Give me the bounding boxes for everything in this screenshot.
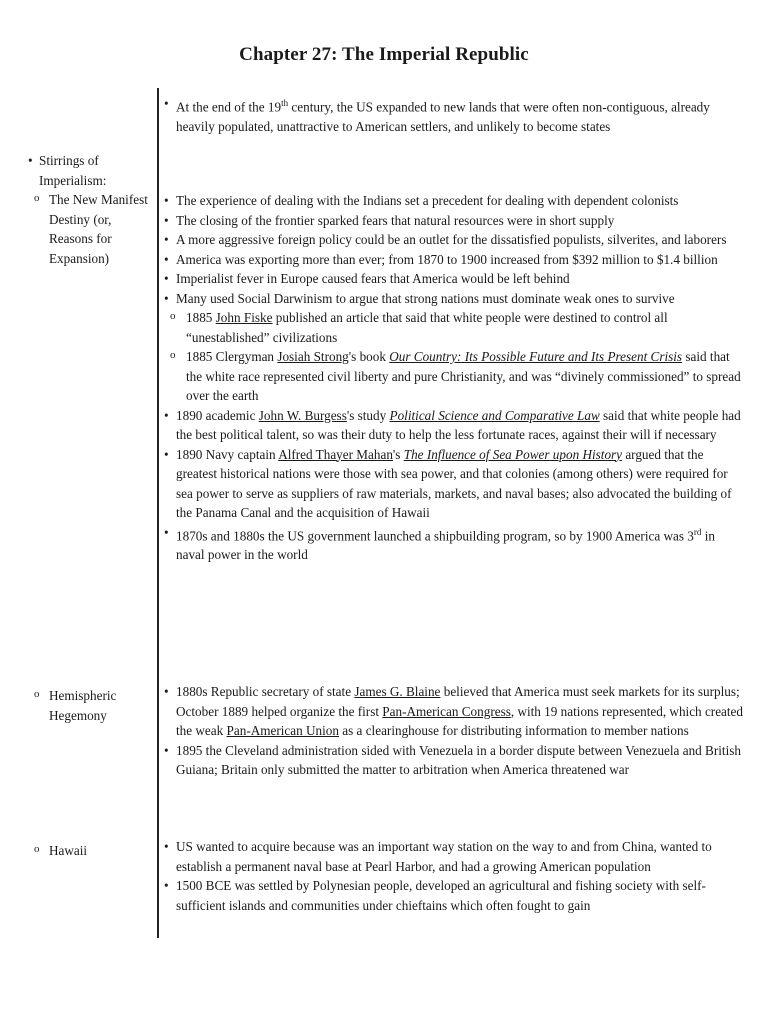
sub-list-item: o 1885 Clergyman Josiah Strong's book Our Country: Its Possible Future and Its Present Crisis said that the white race represented civil liberty and pure Christianity, and was “divinely commissioned” to spread over the earth (164, 347, 744, 406)
column-divider (157, 88, 159, 938)
topic-label: The New Manifest Destiny (or, Reasons for Expansion) (49, 192, 148, 266)
list-item: • America was exporting more than ever; from 1870 to 1900 increased from $392 million to $1.4 billion (164, 250, 744, 270)
list-item: • 1870s and 1880s the US government launched a shipbuilding program, so by 1900 America was 3rd in naval power in the world (164, 524, 715, 563)
bullet-icon: • (164, 839, 169, 854)
link-pan-american-union[interactable]: Pan-American Union (226, 723, 339, 738)
bullet-icon: • (164, 232, 169, 247)
topic-hawaii (34, 841, 144, 861)
bullet-icon: • (164, 193, 169, 208)
list-item: • Imperialist fever in Europe caused fears that America would be left behind (164, 269, 744, 289)
circle-bullet-icon: o (170, 349, 176, 361)
circle-bullet-icon: o (34, 688, 40, 700)
bullet-icon: • (164, 407, 169, 423)
bullet-icon: • (164, 742, 169, 758)
link-our-country[interactable]: Our Country: Its Possible Future and Its Present Crisis (389, 349, 683, 364)
topic-label: Hawaii (49, 843, 88, 858)
bullet-icon: • (164, 684, 169, 699)
bullet-icon: • (164, 212, 169, 228)
link-political-science[interactable]: Political Science and Comparative Law (389, 407, 600, 423)
link-pan-american-congress[interactable]: Pan-American Congress (382, 703, 511, 719)
link-sea-power[interactable]: The Influence of Sea Power upon History (403, 446, 623, 462)
circle-bullet-icon: o (34, 192, 40, 204)
topic-label: Hemispheric Hegemony (49, 688, 117, 723)
list-item: • US wanted to acquire because was an important way station on the way to and from China, wanted to establish a permanent naval base at Pearl Harbor, and had a growing American population (164, 839, 712, 874)
hegemony-notes (164, 682, 744, 780)
bullet-icon: • (164, 878, 169, 893)
topic-new-manifest-destiny (34, 190, 156, 268)
bullet-icon: • (164, 251, 169, 267)
destiny-notes (164, 191, 744, 565)
link-alfred-mahan[interactable]: Alfred Thayer Mahan (278, 446, 393, 462)
bullet-icon: • (28, 153, 33, 168)
circle-bullet-icon: o (34, 843, 40, 855)
list-item: • Many used Social Darwinism to argue that strong nations must dominate weak ones to survive (164, 289, 744, 309)
topic-stirrings (28, 151, 148, 190)
list-item: • 1895 the Cleveland administration sided with Venezuela in a border dispute between Venezuela and British Guiana; Britain only submitted the matter to arbitration when America threatened war (164, 742, 741, 777)
list-item: • A more aggressive foreign policy could be an outlet for the dissatisfied populists, silverites, and laborers (164, 230, 744, 250)
sub-list-item: o 1885 John Fiske published an article that said that white people were destined to control all “unestablished” civilizations (164, 308, 744, 347)
link-john-burgess[interactable]: John W. Burgess (258, 407, 347, 423)
list-item: • 1890 academic John W. Burgess's study Political Science and Comparative Law said that white people had the best political talent, so was their duty to help the less fortunate races, against their will if necessary (164, 407, 741, 442)
list-item: • 1500 BCE was settled by Polynesian people, developed an agricultural and fishing society with self-sufficient islands and communities under chieftains which often fought to gain (164, 878, 706, 913)
page-title: Chapter 27: The Imperial Republic (239, 44, 529, 65)
bullet-icon: • (164, 271, 169, 286)
list-item: • The closing of the frontier sparked fears that natural resources were in short supply (164, 211, 744, 231)
hawaii-notes (164, 837, 744, 915)
topic-label: Stirrings of Imperialism: (39, 153, 107, 188)
bullet-icon: • (164, 96, 169, 111)
link-josiah-strong[interactable]: Josiah Strong (277, 349, 349, 364)
circle-bullet-icon: o (170, 310, 176, 322)
topic-hemispheric-hegemony (34, 686, 144, 725)
bullet-icon: • (164, 446, 169, 462)
bullet-icon: • (164, 290, 169, 306)
list-item: • 1890 Navy captain Alfred Thayer Mahan's The Influence of Sea Power upon History argued that the greatest historical nations were those with sea power, and that colonies (among others) were required for sea power to serve as suppliers of raw materials, markets, and naval bases; also advocated the building of the Panama Canal and the acquisition of Hawaii (164, 446, 732, 520)
link-james-blaine[interactable]: James G. Blaine (354, 684, 441, 699)
link-john-fiske[interactable]: John Fiske (215, 310, 273, 325)
list-item: • 1880s Republic secretary of state James G. Blaine believed that America must seek markets for its surplus; October 1889 helped organize the first Pan-American Congress, with 19 nations represented, which created the weak Pan-American Union as a clearinghouse for distributing information to member nations (164, 684, 744, 738)
list-item: • The experience of dealing with the Indians set a precedent for dealing with dependent colonists (164, 191, 744, 211)
list-item: • At the end of the 19th century, the US expanded to new lands that were often non-contiguous, already heavily populated, unattractive to American settlers, and unlikely to become states (164, 96, 710, 134)
bullet-icon: • (164, 524, 169, 540)
intro-notes (164, 94, 744, 136)
